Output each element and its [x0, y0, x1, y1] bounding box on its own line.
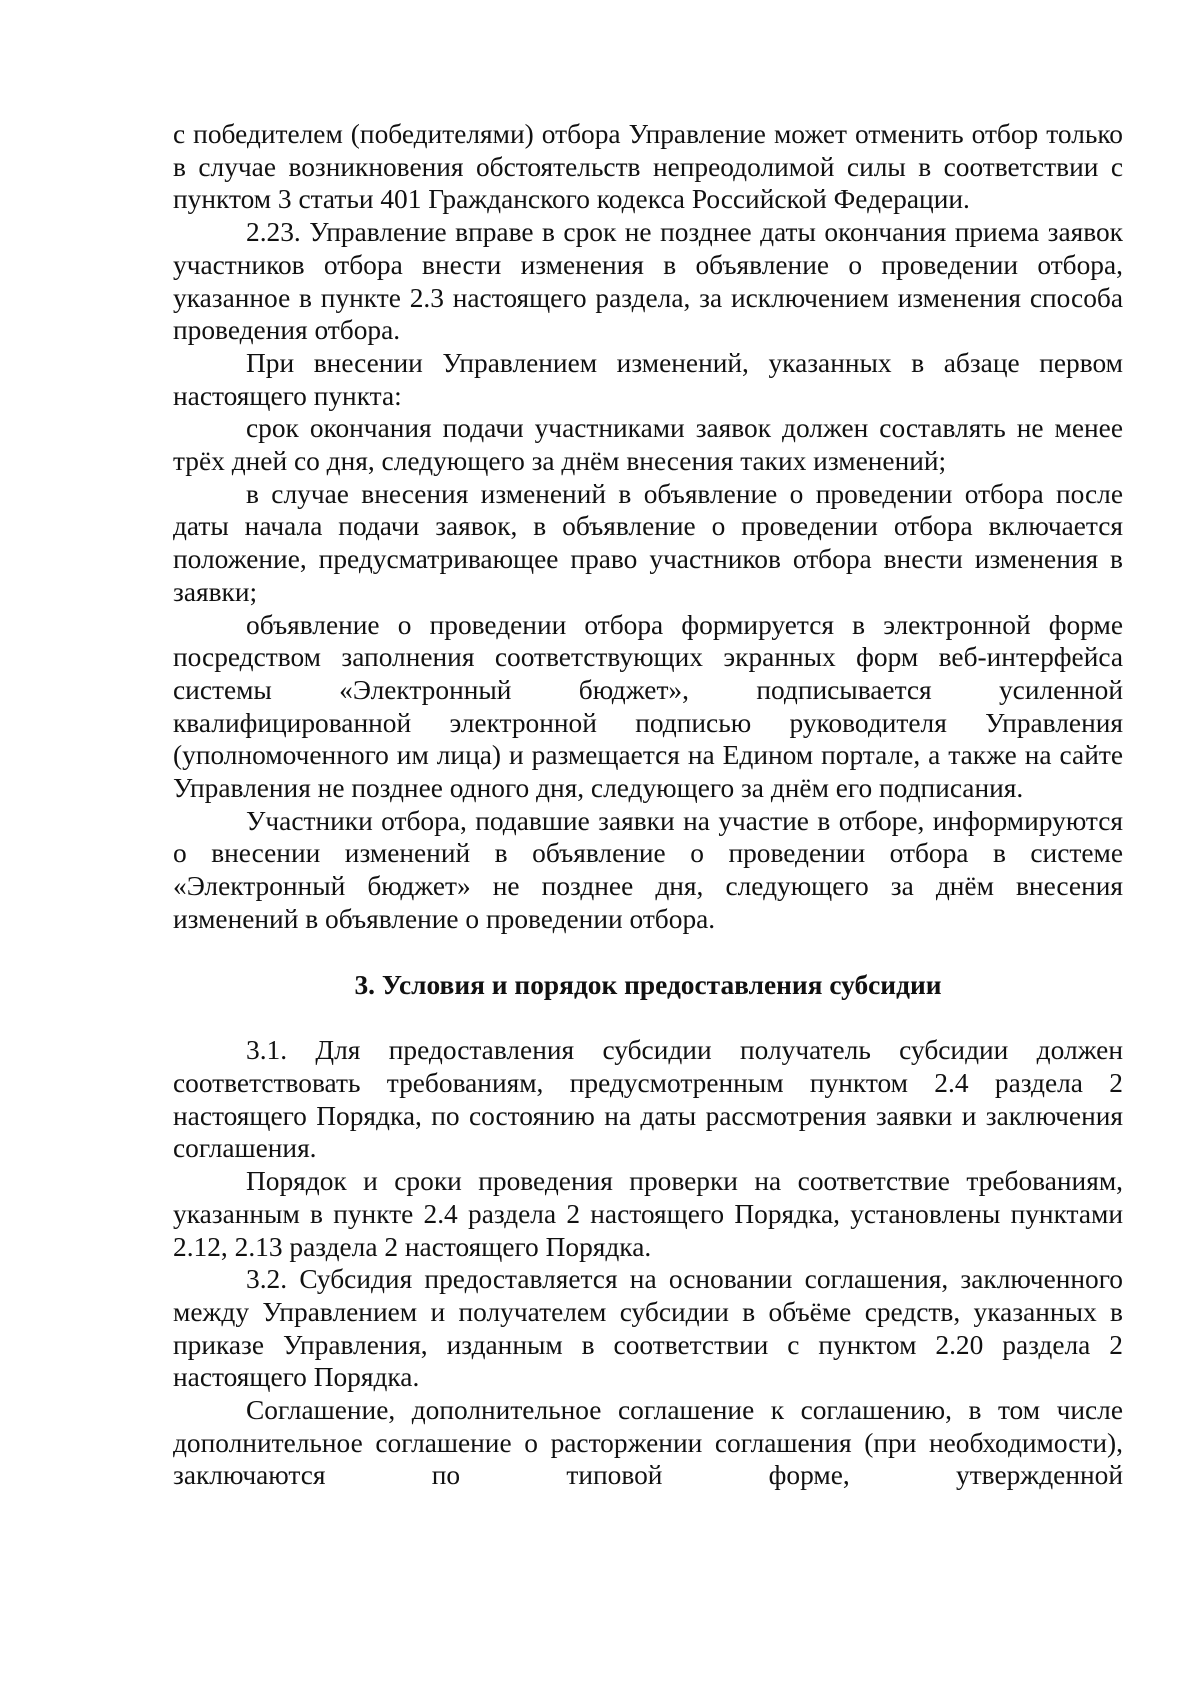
paragraph-agreement-form: Соглашение, дополнительное соглашение к соглашению, в том числе дополнительное соглашение о расторжении соглашения (при необходимости), заключаются по типовой форме, утвержденной: [173, 1395, 1123, 1491]
paragraph-2-23: 2.23. Управление вправе в срок не позднее даты окончания приема заявок участников отбора внести изменения в объявление о проведении отбора, указанное в пункте 2.3 настоящего раздела, за исключением изменения способа проведения отбора.: [173, 217, 1123, 346]
section-heading: 3. Условия и порядок предоставления субсидии: [354, 969, 942, 1000]
paragraph-after-start: в случае внесения изменений в объявление о проведении отбора после даты начала подачи заявок, в объявление о проведении отбора включается положение, предусматривающее право участников отбора внести изменения в заявки;: [173, 478, 1123, 607]
paragraph-participants-informed: Участники отбора, подавшие заявки на участие в отборе, информируются о внесении изменений в объявление о проведении отбора в системе «Электронный бюджет» не позднее дня, следующего за днём внесения изменений в объявление о проведении отбора.: [173, 805, 1123, 934]
spacer: [173, 936, 1123, 969]
paragraph-deadline: срок окончания подачи участниками заявок должен составлять не менее трёх дней со дня, следующего за днём внесения таких изменений;: [173, 413, 1123, 477]
paragraph-electronic-form: объявление о проведении отбора формируется в электронной форме посредством заполнения соответствующих экранных форм веб-интерфейса системы «Электронный бюджет», подписывается усиленной квалифицированной электронной подписью руководителя Управления (уполномоченного им лица) и размещается на Едином портале, а также на сайте Управления не позднее одного дня, следующего за днём его подписания.: [173, 609, 1123, 804]
paragraph-continuation: с победителем (победителями) отбора Управление может отменить отбор только в случае возникновения обстоятельств непреодолимой силы в соответствии с пунктом 3 статьи 401 Гражданского кодекса Российской Федерации.: [173, 119, 1123, 215]
spacer: [173, 1001, 1123, 1034]
paragraph-changes-intro: При внесении Управлением изменений, указанных в абзаце первом настоящего пункта:: [173, 347, 1123, 411]
paragraph-3-2: 3.2. Субсидия предоставляется на основании соглашения, заключенного между Управлением и получателем субсидии в объёме средств, указанных в приказе Управления, изданным в соответствии с пунктом 2.20 раздела 2 настоящего Порядка.: [173, 1264, 1123, 1393]
document-page: [173, 118, 1123, 1492]
paragraph-check-order: Порядок и сроки проведения проверки на соответствие требованиям, указанным в пункте 2.4 раздела 2 настоящего Порядка, установлены пунктами 2.12, 2.13 раздела 2 настоящего Порядка.: [173, 1166, 1123, 1262]
paragraph-3-1: 3.1. Для предоставления субсидии получатель субсидии должен соответствовать требованиям, предусмотренным пунктом 2.4 раздела 2 настоящего Порядка, по состоянию на даты рассмотрения заявки и заключения соглашения.: [173, 1035, 1123, 1164]
